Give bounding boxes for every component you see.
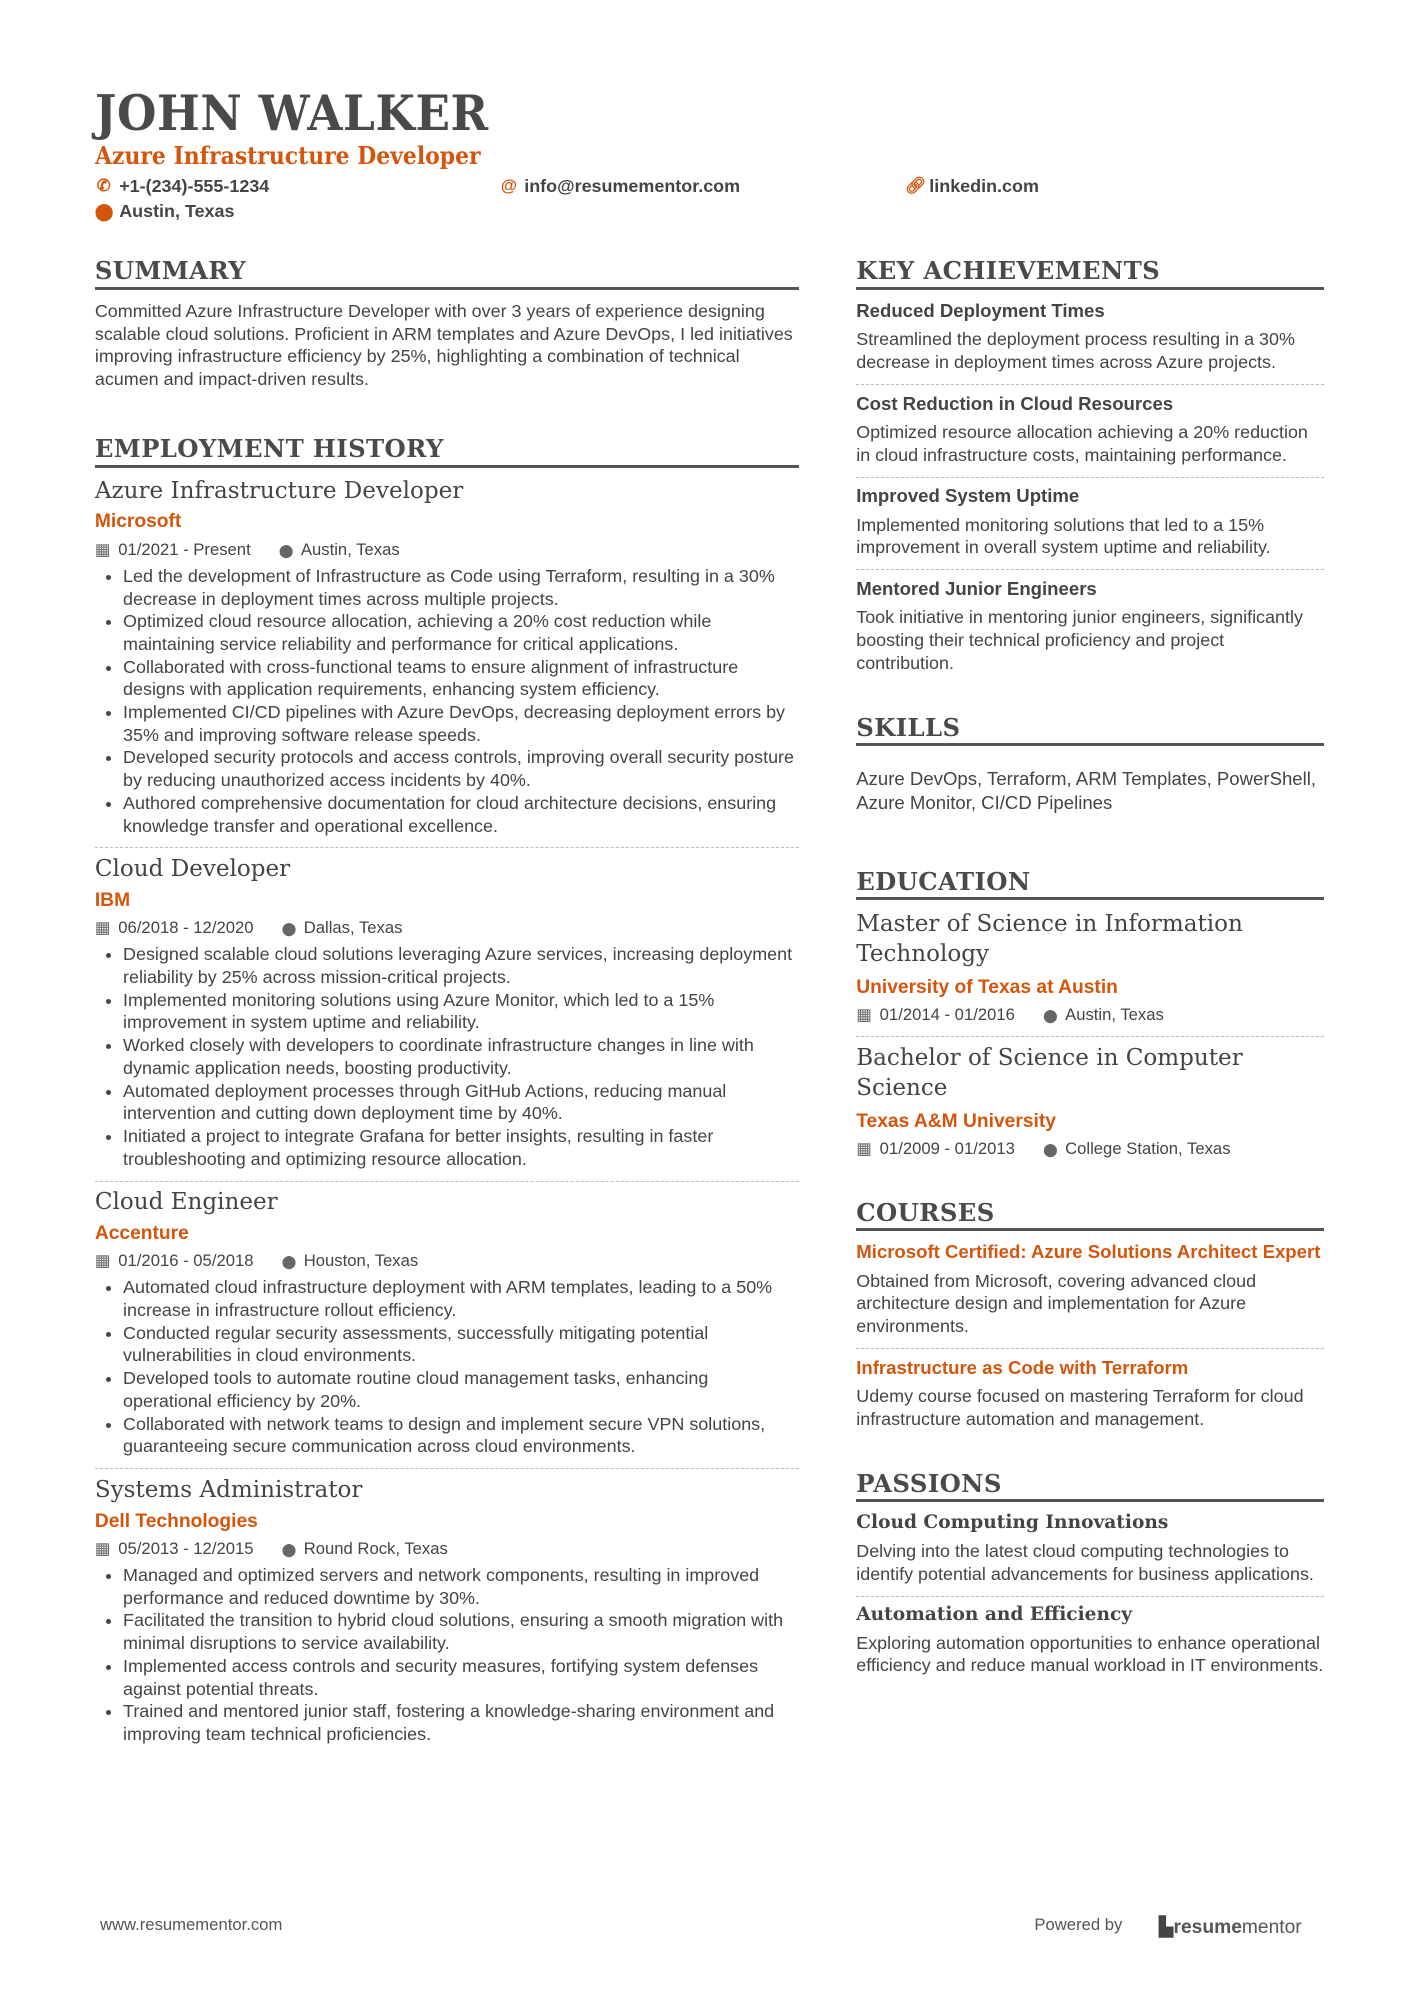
job-title: Cloud Developer [94,856,291,883]
location-group [282,1539,448,1559]
link-icon: 🔗︎ [904,176,927,196]
at-icon: @ [500,176,517,196]
bullet: • Managed and optimized servers and network components, resulting in improved performance and reduced downtime by 30%. [123,1564,799,1609]
school: University of Texas at Austin [856,976,1118,998]
company: IBM [94,889,131,911]
bullet: • Conducted regular security assessments, successfully mitigating potential vulnerabilities in cloud environments. [123,1322,799,1367]
bullet: • Led the development of Infrastructure as Code using Terraform, resulting in a 30% decrease in deployment times across multiple projects. [123,565,799,610]
date-location [95,918,799,938]
employment-heading: EMPLOYMENT HISTORY [95,434,799,467]
bullet: • Collaborated with cross-functional teams to ensure alignment of infrastructure designs with application requirements, enhancing system efficiency. [123,656,799,701]
calendar-icon: ▦ [94,918,111,938]
summary-heading: SUMMARY [95,256,799,289]
contact-email[interactable] [500,176,740,197]
date-location [95,540,799,560]
courses-heading: COURSES [856,1198,1324,1231]
passion-text: Exploring automation opportunities to enhance operational efficiency and reduce manual workload in IT environments. [856,1632,1324,1676]
divider [95,847,799,848]
brand-bold: resume [1173,1917,1242,1938]
dates: 05/2013 - 12/2015 [118,1538,254,1558]
contact-phone [95,176,269,197]
job-bullets [95,565,799,837]
dates: 01/2014 - 01/2016 [879,1005,1015,1025]
phone-text: +1-(234)-555-1234 [119,175,270,196]
location-pin-icon: ⬤ [281,1541,297,1557]
education-heading: EDUCATION [856,867,1324,900]
achievement-text: Streamlined the deployment process resulting in a 30% decrease in deployment times across Azure projects. [856,329,1295,372]
job-bullets [95,1564,799,1746]
bullet: • Authored comprehensive documentation for cloud architecture decisions, ensuring knowledge transfer and operational excellence. [123,792,799,837]
divider [856,1596,1324,1597]
bullet: • Initiated a project to integrate Grafana for better insights, resulting in faster troubleshooting and optimizing resource allocation. [123,1125,799,1170]
passions-heading: PASSIONS [856,1469,1324,1502]
location: Austin, Texas [300,539,400,559]
calendar-icon: ▦ [94,1251,111,1271]
location-pin-icon: ⬤ [1043,1008,1058,1024]
job-entry [95,1477,799,1746]
brand-light: mentor [1241,1917,1302,1938]
skills-heading: SKILLS [856,713,1324,746]
bullet: • Collaborated with network teams to design and implement secure VPN solutions, guaranteeing secure communication across cloud environments. [123,1413,799,1458]
achievements-heading: KEY ACHIEVEMENTS [856,256,1324,289]
date-group [95,918,254,938]
divider [95,1181,799,1182]
bullet: • Automated deployment processes through GitHub Actions, reducing manual intervention and cutting down deployment time by 40%. [123,1080,799,1125]
company: Accenture [94,1222,189,1244]
dates: 01/2009 - 01/2013 [879,1139,1015,1159]
location-pin-icon: ⬤ [1043,1142,1058,1158]
date-group [856,1005,1015,1025]
dates: 06/2018 - 12/2020 [118,918,254,938]
divider [856,1036,1324,1037]
email-text[interactable]: info@resumementor.com [524,175,741,196]
achievement-text: Implemented monitoring solutions that led to a 15% improvement in overall system uptime and reliability. [856,514,1271,558]
bullet: • Implemented access controls and security measures, fortifying system defenses against potential threats. [123,1655,799,1700]
achievement-text: Optimized resource allocation achieving a 20% reduction in cloud infrastructure costs, maintaining performance. [856,422,1308,465]
footer-brand-logo [1159,1915,1302,1939]
job-entry [95,856,799,1181]
course-title: Microsoft Certified: Azure Solutions Architect Expert [856,1241,1321,1263]
company: Dell Technologies [94,1510,258,1532]
location-text: Austin, Texas [119,201,235,222]
passions-list [856,1512,1324,1677]
location-pin-icon: ⬤ [281,1254,297,1270]
location-group [282,918,403,938]
location-group [279,540,400,560]
job-title: Systems Administrator [94,1476,363,1503]
candidate-name: JOHN WALKER [94,84,489,142]
bullet: • Designed scalable cloud solutions leveraging Azure services, increasing deployment reliability by 25% across mission-critical projects. [123,943,799,988]
bullet: • Implemented CI/CD pipelines with Azure DevOps, decreasing deployment errors by 35% and improving software release speeds. [123,701,799,746]
school: Texas A&M University [856,1110,1056,1132]
passion-title: Cloud Computing Innovations [856,1512,1169,1534]
location: College Station, Texas [1065,1139,1231,1159]
calendar-icon: ▦ [94,539,111,559]
bullet: • Optimized cloud resource allocation, achieving a 20% cost reduction while maintaining service reliability and performance for critical applications. [123,610,799,655]
left-column [95,256,799,1745]
location-group [282,1251,419,1271]
location: Dallas, Texas [303,918,403,938]
footer-website[interactable]: www.resumementor.com [99,1915,283,1934]
bullet: • Implemented monitoring solutions using Azure Monitor, which led to a 15% improvement in system uptime and reliability. [123,989,799,1034]
date-location [95,1539,799,1559]
divider [95,1468,799,1469]
divider [856,1348,1324,1349]
location-group [1043,1005,1164,1025]
bullet: • Automated cloud infrastructure deployment with ARM templates, leading to a 50% increase in infrastructure rollout efficiency. [123,1276,799,1321]
phone-icon: ✆ [96,176,111,196]
dates: 01/2021 - Present [118,539,251,559]
course-title: Infrastructure as Code with Terraform [856,1356,1189,1378]
candidate-role: Azure Infrastructure Developer [94,140,481,170]
achievement-title: Cost Reduction in Cloud Resources [856,392,1174,414]
summary-text: Committed Azure Infrastructure Developer with over 3 years of experience designing scalable cloud solutions. Proficient in ARM templates and Azure DevOps, I led initiatives improving infrastructure efficiency by 25%, highlighting a combination of technical acumen and impact-driven results. [94,300,793,389]
bullet: • Facilitated the transition to hybrid cloud solutions, ensuring a smooth migration with minimal disruptions to service availability. [123,1609,799,1654]
courses-list [856,1241,1324,1430]
location: Round Rock, Texas [303,1538,448,1558]
calendar-icon: ▦ [856,1005,872,1025]
right-column [856,256,1324,1677]
divider [856,569,1324,570]
achievement-title: Mentored Junior Engineers [856,578,1097,600]
footer-powered-by: Powered by [1034,1915,1123,1934]
calendar-icon: ▦ [94,1538,111,1558]
date-group [95,540,251,560]
date-location [856,1005,1324,1025]
achievement-title: Improved System Uptime [856,485,1080,507]
date-location [856,1139,1324,1159]
location-pin-icon: ⬤ [278,542,294,558]
job-bullets [95,943,799,1170]
education-list [856,910,1324,1159]
passion-title: Automation and Efficiency [856,1604,1133,1626]
date-location [95,1251,799,1271]
location-group [1043,1139,1230,1159]
website-text[interactable]: linkedin.com [929,175,1039,196]
calendar-icon: ▦ [856,1139,872,1159]
bullet: • Worked closely with developers to coordinate infrastructure changes in line with dynamic application needs, boosting productivity. [123,1034,799,1079]
divider [856,477,1324,478]
company: Microsoft [94,511,182,533]
job-title: Cloud Engineer [94,1189,278,1216]
date-group [95,1251,254,1271]
bullet: • Trained and mentored junior staff, fostering a knowledge-sharing environment and improving team technical proficiencies. [123,1700,799,1745]
bullet: • Developed security protocols and access controls, improving overall security posture by reducing unauthorized access incidents by 40%. [123,746,799,791]
contact-website[interactable] [905,176,1039,197]
location: Austin, Texas [1065,1005,1164,1025]
job-entry [95,478,799,849]
job-entry [95,1189,799,1469]
location: Houston, Texas [303,1251,419,1271]
achievement-title: Reduced Deployment Times [856,299,1105,321]
job-title: Azure Infrastructure Developer [94,477,464,504]
location-pin-icon: ⬤ [281,921,297,937]
passion-text: Delving into the latest cloud computing technologies to identify potential advancements for business applications. [856,1540,1314,1584]
course-text: Udemy course focused on mastering Terraform for cloud infrastructure automation and management. [856,1386,1304,1429]
brand-mark-icon: ▙ [1158,1917,1174,1938]
location-pin-icon: ⬤ [94,201,114,221]
contact-location [95,201,235,222]
achievement-text: Took initiative in mentoring junior engineers, significantly boosting their technical proficiency and project contribution. [856,607,1303,673]
degree: Bachelor of Science in Computer Science [856,1045,1243,1101]
skills-text: Azure DevOps, Terraform, ARM Templates, PowerShell, Azure Monitor, CI/CD Pipelines [856,767,1317,814]
degree: Master of Science in Information Technology [856,911,1243,967]
bullet: • Developed tools to automate routine cloud management tasks, enhancing operational efficiency by 20%. [123,1367,799,1412]
dates: 01/2016 - 05/2018 [118,1251,254,1271]
divider [856,384,1324,385]
date-group [856,1139,1015,1159]
course-text: Obtained from Microsoft, covering advanced cloud architecture design and implementation for Azure environments. [856,1270,1257,1337]
employment-list [95,478,799,1746]
job-bullets [95,1276,799,1458]
achievements-list [856,300,1324,675]
date-group [95,1539,254,1559]
